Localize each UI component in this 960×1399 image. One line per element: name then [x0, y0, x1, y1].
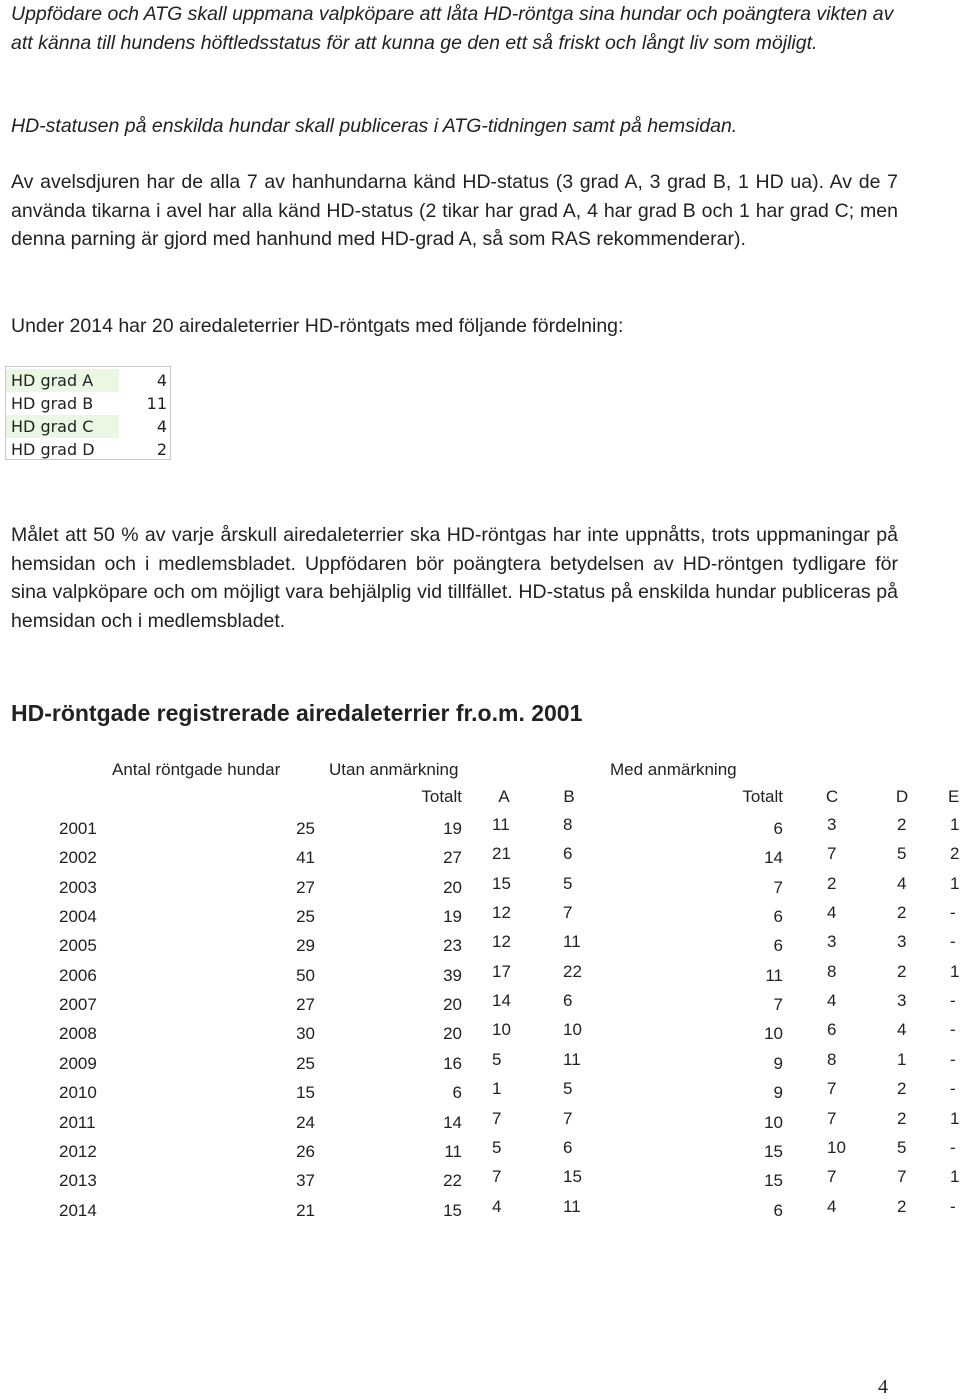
utan-totalt-cell: 16: [443, 1053, 462, 1073]
grade-a-cell: 10: [492, 1020, 511, 1040]
grade-a-cell: 12: [492, 932, 511, 952]
grade-d-cell: 2: [897, 815, 907, 834]
grade-a-cell: 21: [492, 844, 511, 864]
year-cell: 2010: [59, 1083, 97, 1103]
grade-c-cell: 4: [827, 1196, 837, 1216]
grade-b-cell: 10: [563, 1020, 582, 1040]
grade-e-cell: 1: [950, 1167, 960, 1187]
grade-d-cell: 2: [897, 1196, 907, 1216]
grade-c-cell: 7: [827, 1167, 837, 1187]
grade-c-cell: 8: [827, 961, 837, 981]
med-totalt-cell: 7: [773, 877, 783, 897]
grade-c-cell: 7: [827, 1108, 837, 1128]
col-header-e: E: [948, 787, 960, 806]
utan-totalt-cell: 20: [443, 877, 462, 897]
grade-c-cell: 3: [827, 815, 837, 834]
grade-b-cell: 11: [563, 932, 581, 952]
year-cell: 2006: [59, 965, 97, 985]
grade-e-cell: 2: [950, 844, 960, 864]
antal-cell: 37: [296, 1171, 315, 1191]
antal-cell: 26: [296, 1141, 315, 1161]
section-heading: HD-röntgade registrerade airedaleterrier fr.o.m. 2001: [11, 700, 583, 726]
med-totalt-cell: 6: [773, 936, 783, 956]
grade-e-cell: -: [950, 1079, 956, 1099]
grade-e-cell: -: [950, 1020, 956, 1040]
grade-b-cell: 5: [563, 873, 573, 893]
year-cell: 2002: [59, 848, 97, 868]
grade-e-cell: -: [950, 1196, 956, 1216]
grade-e-cell: -: [950, 991, 956, 1011]
intro-paragraph-italic: Uppfödare och ATG skall uppmana valpköpare att låta HD-röntga sina hundar och poängtera vikten av att känna till hundens höftledsstatus för att kunna ge den ett så friskt och långt liv som möjligt.: [11, 3, 894, 54]
col-header-b: B: [563, 787, 575, 806]
hd-grade-label: HD grad A: [11, 371, 94, 390]
grade-e-cell: 1: [950, 1108, 960, 1128]
grade-e-cell: 1: [950, 815, 960, 834]
year-cell: 2003: [59, 877, 97, 897]
grade-c-cell: 4: [827, 903, 837, 923]
antal-cell: 21: [296, 1200, 315, 1220]
utan-totalt-cell: 20: [443, 1024, 462, 1044]
grade-d-cell: 3: [897, 991, 907, 1011]
year-cell: 2008: [59, 1024, 97, 1044]
col-header-med-totalt: Totalt: [742, 787, 783, 806]
page-number: 4: [878, 1376, 888, 1398]
grade-b-cell: 8: [563, 815, 573, 834]
col-header-antal: Antal röntgade hundar: [112, 760, 281, 779]
grade-e-cell: -: [950, 1049, 956, 1069]
grade-c-cell: 8: [827, 1049, 837, 1069]
grade-c-cell: 6: [827, 1020, 837, 1040]
grade-d-cell: 2: [897, 1108, 907, 1128]
hd-grade-label: HD grad D: [11, 440, 95, 459]
med-totalt-cell: 6: [773, 819, 783, 838]
grade-a-cell: 7: [492, 1167, 502, 1187]
antal-cell: 25: [296, 819, 315, 838]
grade-e-cell: 1: [950, 873, 960, 893]
grade-d-cell: 2: [897, 1079, 907, 1099]
grade-b-cell: 6: [563, 991, 573, 1011]
med-totalt-cell: 14: [764, 848, 783, 868]
utan-totalt-cell: 6: [452, 1083, 462, 1103]
col-header-utan-totalt: Totalt: [421, 787, 462, 806]
utan-totalt-cell: 20: [443, 995, 462, 1015]
goal-paragraph: Målet att 50 % av varje årskull airedaleterrier ska HD-röntgas har inte uppnåtts, trots uppmaningar på hemsidan och i medlemsbladet. Uppfödaren bör poängtera betydelsen av HD-röntgen tydligare för sina valpköpare och om möjligt vara behjälplig vid tillfället. HD-status på enskilda hundar publiceras på hemsidan och i medlemsbladet.: [11, 524, 898, 632]
antal-cell: 25: [296, 907, 315, 927]
year-cell: 2014: [59, 1200, 97, 1220]
grade-b-cell: 7: [563, 1108, 573, 1128]
grade-c-cell: 3: [827, 932, 837, 952]
hd-grade-count: 4: [156, 371, 167, 390]
utan-totalt-cell: 11: [444, 1141, 462, 1161]
hd-grade-label: HD grad C: [11, 417, 94, 436]
med-totalt-cell: 11: [765, 965, 783, 985]
year-cell: 2013: [59, 1171, 97, 1191]
med-totalt-cell: 9: [773, 1083, 783, 1103]
antal-cell: 41: [296, 848, 315, 868]
utan-totalt-cell: 27: [443, 848, 462, 868]
med-totalt-cell: 10: [764, 1112, 783, 1132]
hd-grade-table: [5, 366, 171, 460]
utan-totalt-cell: 15: [443, 1200, 462, 1220]
year-cell: 2005: [59, 936, 97, 956]
grade-d-cell: 7: [897, 1167, 907, 1187]
utan-totalt-cell: 39: [443, 965, 462, 985]
antal-cell: 50: [296, 965, 315, 985]
med-totalt-cell: 9: [773, 1053, 783, 1073]
grade-b-cell: 11: [563, 1196, 581, 1216]
hd-row-a: [6, 369, 170, 392]
col-header-c: C: [825, 787, 839, 806]
hd-row-b: [6, 392, 170, 415]
distribution-intro: Under 2014 har 20 airedaleterrier HD-röntgats med följande fördelning:: [11, 315, 624, 337]
hd-grade-label: HD grad B: [11, 394, 94, 413]
antal-cell: 24: [296, 1112, 315, 1132]
med-totalt-cell: 6: [773, 907, 783, 927]
year-cell: 2011: [59, 1112, 96, 1132]
grade-d-cell: 3: [897, 932, 907, 952]
grade-e-cell: 1: [950, 961, 960, 981]
hd-grade-count: 11: [146, 394, 167, 413]
grade-c-cell: 4: [827, 991, 837, 1011]
utan-totalt-cell: 14: [443, 1112, 462, 1132]
grade-a-cell: 5: [492, 1137, 502, 1157]
col-header-utan: Utan anmärkning: [329, 760, 459, 779]
antal-cell: 25: [296, 1053, 315, 1073]
hd-grade-count: 2: [156, 440, 167, 459]
grade-a-cell: 12: [492, 903, 511, 923]
antal-cell: 30: [296, 1024, 315, 1044]
utan-totalt-cell: 19: [443, 907, 462, 927]
col-header-med: Med anmärkning: [610, 760, 737, 779]
year-cell: 2001: [59, 819, 97, 838]
grade-e-cell: -: [950, 932, 956, 952]
antal-cell: 27: [296, 995, 315, 1015]
grade-d-cell: 5: [897, 1137, 907, 1157]
grade-b-cell: 5: [563, 1079, 573, 1099]
grade-b-cell: 22: [563, 961, 582, 981]
grade-d-cell: 4: [897, 873, 907, 893]
year-cell: 2009: [59, 1053, 97, 1073]
med-totalt-cell: 6: [773, 1200, 783, 1220]
med-totalt-cell: 15: [764, 1141, 783, 1161]
grade-b-cell: 7: [563, 903, 573, 923]
antal-cell: 15: [296, 1083, 315, 1103]
grade-a-cell: 7: [492, 1108, 502, 1128]
year-cell: 2004: [59, 907, 97, 927]
utan-totalt-cell: 22: [443, 1171, 462, 1191]
year-cell: 2012: [59, 1141, 97, 1161]
grade-a-cell: 4: [492, 1196, 502, 1216]
med-totalt-cell: 15: [764, 1171, 783, 1191]
grade-e-cell: -: [950, 1137, 956, 1157]
med-totalt-cell: 7: [773, 995, 783, 1015]
antal-cell: 29: [296, 936, 315, 956]
utan-totalt-cell: 19: [443, 819, 462, 838]
grade-b-cell: 6: [563, 1137, 573, 1157]
breeding-paragraph: Av avelsdjuren har de alla 7 av hanhundarna känd HD-status (3 grad A, 3 grad B, 1 HD ua). Av de 7 använda tikarna i avel har alla känd HD-status (2 tikar har grad A, 4 har grad B och 1 har grad C; men denna parning är gjord med hanhund med HD-grad A, så som RAS rekommenderar).: [11, 171, 898, 250]
grade-a-cell: 11: [492, 815, 510, 834]
grade-a-cell: 1: [492, 1079, 502, 1099]
utan-totalt-cell: 23: [443, 936, 462, 956]
hd-row-d: [6, 438, 170, 461]
year-cell: 2007: [59, 995, 97, 1015]
col-header-d: D: [895, 787, 909, 806]
publication-paragraph-italic: HD-statusen på enskilda hundar skall publiceras i ATG-tidningen samt på hemsidan.: [11, 115, 738, 137]
grade-a-cell: 17: [492, 961, 511, 981]
grade-d-cell: 1: [897, 1049, 907, 1069]
col-header-a: A: [498, 787, 510, 806]
grade-d-cell: 2: [897, 961, 907, 981]
grade-a-cell: 14: [492, 991, 511, 1011]
med-totalt-cell: 10: [764, 1024, 783, 1044]
grade-b-cell: 15: [563, 1167, 582, 1187]
grade-c-cell: 7: [827, 844, 837, 864]
grade-d-cell: 4: [897, 1020, 907, 1040]
grade-c-cell: 2: [827, 873, 837, 893]
antal-cell: 27: [296, 877, 315, 897]
grade-d-cell: 5: [897, 844, 907, 864]
grade-c-cell: 10: [827, 1137, 846, 1157]
grade-d-cell: 2: [897, 903, 907, 923]
grade-b-cell: 6: [563, 844, 573, 864]
grade-a-cell: 5: [492, 1049, 502, 1069]
grade-a-cell: 15: [492, 873, 511, 893]
grade-c-cell: 7: [827, 1079, 837, 1099]
grade-b-cell: 11: [563, 1049, 581, 1069]
grade-e-cell: -: [950, 903, 956, 923]
hd-row-c: [6, 415, 170, 438]
hd-grade-count: 4: [156, 417, 167, 436]
